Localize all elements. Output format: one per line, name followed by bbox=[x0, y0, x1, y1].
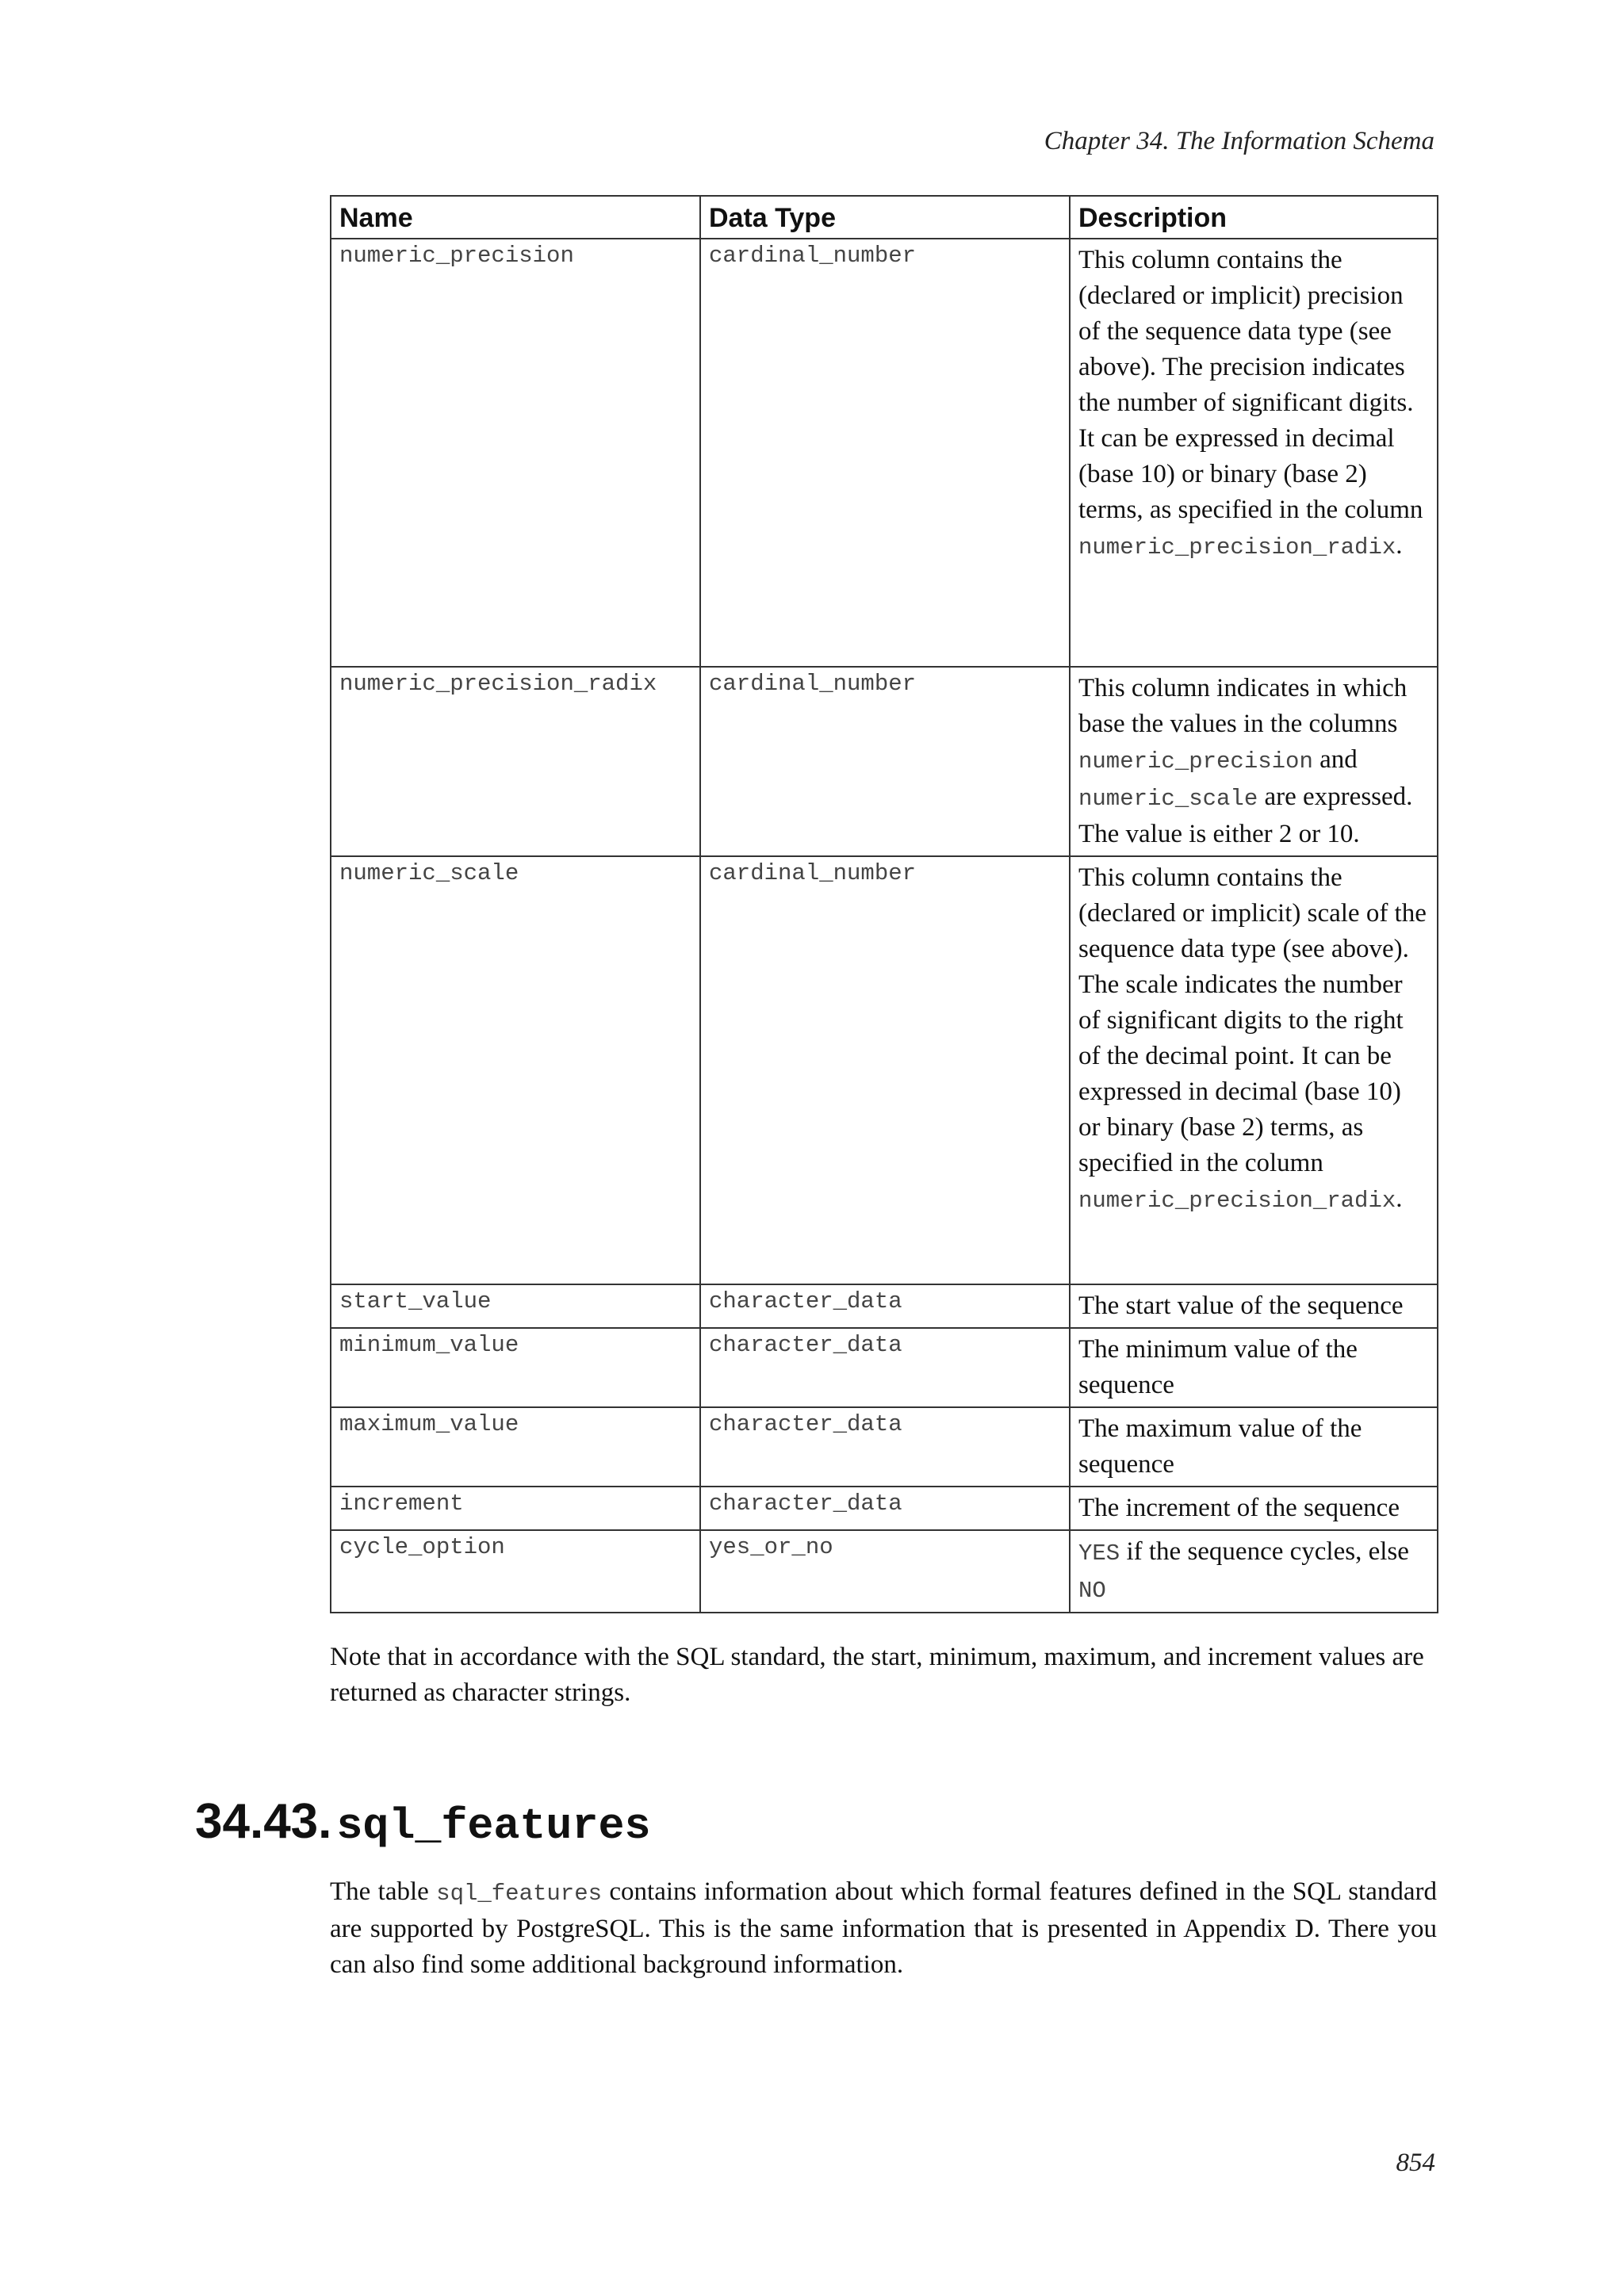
text-run: The maximum value of the sequence bbox=[1078, 1414, 1362, 1479]
row-description-cell bbox=[1070, 1284, 1438, 1328]
inline-code: sql_features bbox=[436, 1881, 603, 1907]
text-run: . bbox=[1396, 1184, 1403, 1213]
text-run: The table bbox=[330, 1877, 437, 1906]
row-type-cell: character_data bbox=[700, 1407, 1070, 1487]
section-number: 34.43. bbox=[195, 1794, 332, 1849]
section-paragraph bbox=[330, 1874, 1437, 1983]
row-type-cell: cardinal_number bbox=[700, 239, 1070, 667]
row-name-cell: numeric_precision bbox=[331, 239, 700, 667]
table-row bbox=[331, 1328, 1438, 1407]
row-type-cell: character_data bbox=[700, 1328, 1070, 1407]
text-run: and bbox=[1312, 745, 1358, 774]
inline-code: numeric_scale bbox=[1078, 786, 1258, 812]
inline-code: numeric_precision bbox=[1078, 748, 1313, 775]
note-paragraph: Note that in accordance with the SQL standard, the start, minimum, maximum, and increment values are returned as character strings. bbox=[330, 1643, 1424, 1707]
row-description-cell bbox=[1070, 1407, 1438, 1487]
row-type-cell: character_data bbox=[700, 1487, 1070, 1530]
column-header-data-type: Data Type bbox=[700, 196, 1070, 239]
running-header: Chapter 34. The Information Schema bbox=[1044, 127, 1434, 155]
text-run: The increment of the sequence bbox=[1078, 1494, 1400, 1522]
table-header-row bbox=[331, 196, 1438, 239]
row-description-cell bbox=[1070, 1328, 1438, 1407]
table-row bbox=[331, 239, 1438, 667]
table-row bbox=[331, 1487, 1438, 1530]
column-header-description: Description bbox=[1070, 196, 1438, 239]
table-row bbox=[331, 667, 1438, 856]
row-type-cell: yes_or_no bbox=[700, 1530, 1070, 1613]
inline-code: numeric_precision_radix bbox=[1078, 534, 1396, 561]
row-name-cell: minimum_value bbox=[331, 1328, 700, 1407]
row-description-cell bbox=[1070, 856, 1438, 1284]
inline-code: NO bbox=[1078, 1578, 1106, 1604]
row-type-cell: cardinal_number bbox=[700, 856, 1070, 1284]
text-run: The minimum value of the sequence bbox=[1078, 1335, 1358, 1399]
inline-code: numeric_precision_radix bbox=[1078, 1188, 1396, 1214]
section-heading bbox=[195, 1793, 650, 1851]
text-run: if the sequence cycles, else bbox=[1120, 1537, 1409, 1566]
row-name-cell: increment bbox=[331, 1487, 700, 1530]
text-run: . bbox=[1396, 531, 1403, 560]
table-row bbox=[331, 1407, 1438, 1487]
row-description-cell bbox=[1070, 1487, 1438, 1530]
table-row bbox=[331, 1284, 1438, 1328]
row-name-cell: start_value bbox=[331, 1284, 700, 1328]
text-run: This column contains the (declared or implicit) precision of the sequence data type (see above). The precision indicates the number of significant digits. It can be expressed in decimal (base 10) or binary (base 2) terms, as specified in the column bbox=[1078, 246, 1423, 524]
column-header-name: Name bbox=[331, 196, 700, 239]
text-run: The start value of the sequence bbox=[1078, 1292, 1404, 1320]
row-name-cell: numeric_scale bbox=[331, 856, 700, 1284]
table-row bbox=[331, 1530, 1438, 1613]
inline-code: YES bbox=[1078, 1540, 1120, 1567]
table-row bbox=[331, 856, 1438, 1284]
row-name-cell: maximum_value bbox=[331, 1407, 700, 1487]
row-name-cell: numeric_precision_radix bbox=[331, 667, 700, 856]
sequences-columns-table bbox=[330, 195, 1438, 1613]
page-number: 854 bbox=[1396, 2149, 1435, 2177]
section-name: sql_features bbox=[336, 1801, 651, 1851]
row-description-cell bbox=[1070, 239, 1438, 667]
text-run: This column indicates in which base the values in the columns bbox=[1078, 674, 1408, 738]
row-type-cell: cardinal_number bbox=[700, 667, 1070, 856]
row-description-cell bbox=[1070, 667, 1438, 856]
text-run: This column contains the (declared or implicit) scale of the sequence data type (see above). The scale indicates the number of significant digits to the right of the decimal point. It can be expressed in decimal (base 10) or binary (base 2) terms, as specified in the column bbox=[1078, 863, 1427, 1177]
row-name-cell: cycle_option bbox=[331, 1530, 700, 1613]
row-type-cell: character_data bbox=[700, 1284, 1070, 1328]
row-description-cell bbox=[1070, 1530, 1438, 1613]
text-run: are expressed. The value is either 2 or 10. bbox=[1078, 783, 1413, 848]
text-run: contains information about which formal features defined in the SQL standard are supported by PostgreSQL. This is the same information that is presented in Appendix D. There you can also find some additional background information. bbox=[330, 1877, 1437, 1979]
